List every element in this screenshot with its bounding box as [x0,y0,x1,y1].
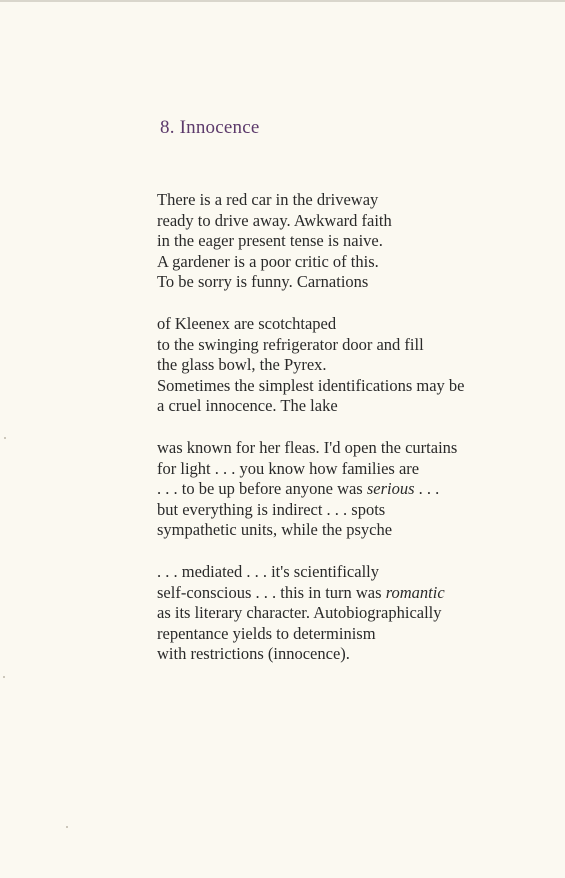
poem-line: ready to drive away. Awkward faith [157,210,392,230]
poem-line: sympathetic units, while the psyche [157,520,393,540]
stanza-2 [157,314,537,417]
poem-line: with restrictions (innocence). [157,644,350,664]
poem-line: There is a red car in the driveway [157,190,379,209]
poem-line: . . . mediated . . . it's scientifically [157,561,380,581]
poem-line: in the eager present tense is naive. [157,231,383,251]
poem-line: was known for her fleas. I'd open the curtains [157,437,458,457]
paper-speck [3,676,5,678]
poem-line: as its literary character. Autobiographically [157,603,442,623]
poem-title: 8. Innocence [160,117,260,138]
poem-line: a cruel innocence. The lake [157,396,338,416]
poem-line: To be sorry is funny. Carnations [157,272,369,292]
paper-speck [66,826,68,828]
poem-line: for light . . . you know how families are [157,458,420,478]
paper-speck [4,437,6,439]
poem-line: Sometimes the simplest identifications may be [157,375,465,395]
poem-line: the glass bowl, the Pyrex. [157,355,327,375]
poem-line-text: self-conscious . . . this in turn was [157,582,386,602]
stanza-1 [157,190,537,293]
poem-line-text: . . . to be up before anyone was [157,479,367,499]
stanza-3 [157,438,537,541]
poem-line-italic: serious [366,479,415,499]
poem-line [157,583,537,604]
poem-line: of Kleenex are scotchtaped [157,313,337,333]
poem-line: to the swinging refrigerator door and fill [157,334,424,354]
poem-line: but everything is indirect . . . spots [157,499,386,519]
poem-line-text: . . . [414,479,440,499]
poem-line: repentance yields to determinism [157,623,376,643]
poem-line [157,479,537,500]
poem-line: A gardener is a poor critic of this. [157,251,379,271]
poem-line-italic: romantic [385,582,445,602]
poem-body [157,190,537,686]
stanza-4 [157,562,537,665]
